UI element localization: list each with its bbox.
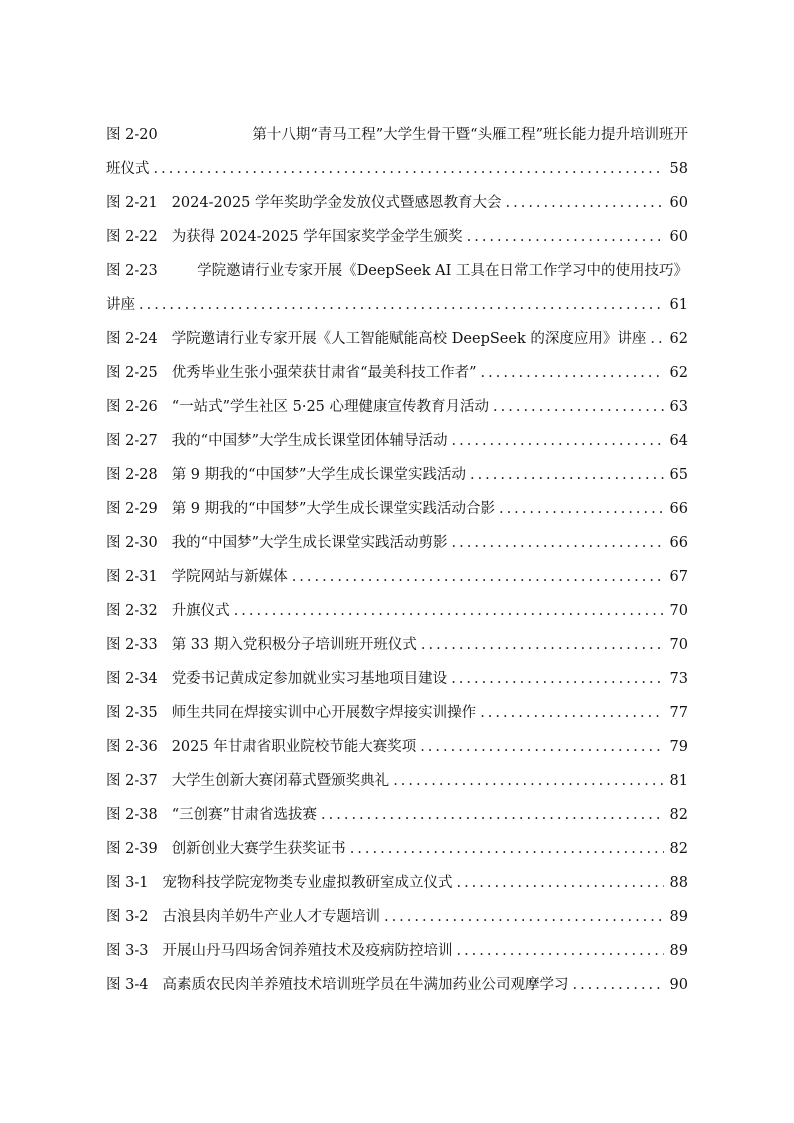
toc-entry-line: [106, 764, 688, 798]
toc-entry[interactable]: [106, 764, 688, 798]
toc-entry-line: [106, 798, 688, 832]
toc-entry-line: [106, 220, 688, 254]
page-number: 88: [669, 875, 688, 891]
toc-entry-line: [106, 594, 688, 628]
figure-label: 图 2-32: [106, 603, 158, 619]
dot-leader: [650, 322, 664, 356]
page-number: 70: [669, 603, 688, 619]
page-number: 82: [669, 807, 688, 823]
dot-leader: [481, 356, 664, 390]
figure-label: 图 2-29: [106, 501, 158, 517]
figure-title: 大学生创新大赛闭幕式暨颁奖典礼: [171, 773, 390, 789]
toc-entry[interactable]: [106, 390, 688, 424]
page-number: 89: [669, 943, 688, 959]
figure-label: 图 2-21: [106, 195, 158, 211]
page-number: 67: [669, 569, 688, 585]
dot-leader: [480, 696, 664, 730]
toc-entry-line: [106, 832, 688, 866]
toc-entry-line: [106, 730, 688, 764]
dot-leader: [139, 288, 664, 322]
toc-entry-line: [106, 662, 688, 696]
toc-entry[interactable]: [106, 322, 688, 356]
dot-leader: [452, 424, 664, 458]
dot-leader: [451, 662, 664, 696]
figure-title: 第 9 期我的“中国梦”大学生成长课堂实践活动合影: [171, 501, 495, 517]
figure-title: 为获得 2024-2025 学年国家奖学金学生颁奖: [171, 229, 463, 245]
page-number: 62: [669, 331, 688, 347]
page-number: 73: [669, 671, 688, 687]
toc-entry[interactable]: [106, 186, 688, 220]
toc-entry[interactable]: [106, 220, 688, 254]
dot-leader: [452, 526, 664, 560]
toc-entry[interactable]: [106, 628, 688, 662]
figure-title: 党委书记黄成定参加就业实习基地项目建设: [171, 671, 448, 687]
figure-title: 2024-2025 学年奖助学金发放仪式暨感恩教育大会: [171, 195, 502, 211]
page-number: 82: [669, 841, 688, 857]
dot-leader: [321, 798, 664, 832]
toc-entry-line: [106, 390, 688, 424]
dot-leader: [420, 730, 664, 764]
figure-label: 图 2-35: [106, 705, 158, 721]
toc-entry[interactable]: [106, 730, 688, 764]
figure-label: 图 2-38: [106, 807, 158, 823]
page-number: 60: [669, 229, 688, 245]
figure-title: 学院邀请行业专家开展《人工智能赋能高校 DeepSeek 的深度应用》讲座: [171, 331, 647, 347]
figure-title: 古浪县肉羊奶牛产业人才专题培训: [162, 909, 380, 925]
figure-label: 图 3-1: [106, 875, 149, 891]
figure-title: “一站式”学生社区 5·25 心理健康宣传教育月活动: [171, 399, 490, 415]
figure-label: 图 2-28: [106, 467, 158, 483]
toc-entry-line: [106, 186, 688, 220]
figure-label: 图 2-30: [106, 535, 158, 551]
toc-entry[interactable]: [106, 492, 688, 526]
toc-entry-line: [106, 968, 688, 1002]
page-number: 77: [669, 705, 688, 721]
page-number: 60: [669, 195, 688, 211]
figure-label: 图 2-39: [106, 841, 158, 857]
dot-leader: [456, 866, 664, 900]
page-number: 66: [669, 501, 688, 517]
figure-label: 图 2-25: [106, 365, 158, 381]
page-number: 64: [669, 433, 688, 449]
figure-title: 开展山丹马四场舍饲养殖技术及疫病防控培训: [162, 943, 453, 959]
figure-label: 图 2-22: [106, 229, 158, 245]
page-number: 81: [669, 773, 688, 789]
dot-leader: [493, 390, 664, 424]
toc-entry-line: [106, 322, 688, 356]
page-number: 61: [669, 297, 688, 313]
page-number: 90: [669, 977, 688, 993]
figure-label: 图 2-24: [106, 331, 158, 347]
page-number: 89: [669, 909, 688, 925]
figure-title: 第 33 期入党积极分子培训班开班仪式: [171, 637, 417, 653]
toc-entry-line: [106, 254, 688, 288]
figure-title-continued: 讲座: [106, 297, 135, 313]
page-number: 58: [669, 161, 688, 177]
toc-entry[interactable]: [106, 118, 688, 186]
toc-entry[interactable]: [106, 526, 688, 560]
figure-label: 图 3-4: [106, 977, 149, 993]
toc-entry-line: [106, 288, 688, 322]
dot-leader: [350, 832, 664, 866]
figure-title: 第 9 期我的“中国梦”大学生成长课堂实践活动: [171, 467, 466, 483]
dot-leader: [393, 764, 664, 798]
toc-entry-line: [106, 866, 688, 900]
page-number: 70: [669, 637, 688, 653]
dot-leader: [467, 220, 664, 254]
figure-label: 图 3-2: [106, 909, 149, 925]
dot-leader: [384, 900, 664, 934]
toc-entry[interactable]: [106, 934, 688, 968]
figure-title: 学院网站与新媒体: [171, 569, 288, 585]
dot-leader: [421, 628, 664, 662]
toc-entry-line: [106, 424, 688, 458]
dot-leader: [470, 458, 664, 492]
toc-entry[interactable]: [106, 900, 688, 934]
page-number: 79: [669, 739, 688, 755]
toc-entry-line: [106, 152, 688, 186]
dot-leader: [456, 934, 664, 968]
dot-leader: [506, 186, 665, 220]
toc-entry-line: [106, 628, 688, 662]
toc-entry[interactable]: [106, 424, 688, 458]
toc-entry[interactable]: [106, 866, 688, 900]
toc-entry[interactable]: [106, 560, 688, 594]
figure-title: 我的“中国梦”大学生成长课堂团体辅导活动: [171, 433, 448, 449]
toc-entry-line: [106, 492, 688, 526]
figure-label: 图 3-3: [106, 943, 149, 959]
figure-title: 创新创业大赛学生获奖证书: [171, 841, 346, 857]
toc-entry-line: [106, 696, 688, 730]
figure-title-continued: 班仪式: [106, 161, 150, 177]
page-number: 62: [669, 365, 688, 381]
figure-label: 图 2-37: [106, 773, 158, 789]
figure-title: 学院邀请行业专家开展《DeepSeek AI 工具在日常工作学习中的使用技巧》: [197, 263, 688, 279]
dot-leader: [154, 152, 665, 186]
toc-entry-line: [106, 934, 688, 968]
figure-title: 优秀毕业生张小强荣获甘肃省“最美科技工作者”: [171, 365, 477, 381]
toc-entry-line: [106, 560, 688, 594]
toc-entry-line: [106, 526, 688, 560]
figure-label: 图 2-26: [106, 399, 158, 415]
toc-entry[interactable]: [106, 798, 688, 832]
figure-list: [106, 118, 688, 1002]
toc-entry[interactable]: [106, 968, 688, 1002]
page-number: 63: [669, 399, 688, 415]
figure-title: 第十八期“青马工程”大学生骨干暨“头雁工程”班长能力提升培训班开: [252, 127, 688, 143]
page-number: 66: [669, 535, 688, 551]
toc-entry[interactable]: [106, 594, 688, 628]
figure-label: 图 2-27: [106, 433, 158, 449]
dot-leader: [234, 594, 664, 628]
figure-title: 我的“中国梦”大学生成长课堂实践活动剪影: [171, 535, 448, 551]
toc-entry[interactable]: [106, 458, 688, 492]
figure-label: 图 2-36: [106, 739, 158, 755]
figure-title: 升旗仪式: [171, 603, 230, 619]
figure-title: 高素质农民肉羊养殖技术培训班学员在牛满加药业公司观摩学习: [162, 977, 569, 993]
toc-entry[interactable]: [106, 832, 688, 866]
toc-entry-line: [106, 118, 688, 152]
figure-title: 师生共同在焊接实训中心开展数字焊接实训操作: [171, 705, 477, 721]
toc-entry[interactable]: [106, 254, 688, 322]
figure-label: 图 2-33: [106, 637, 158, 653]
page-number: 65: [669, 467, 688, 483]
figure-title: 宠物科技学院宠物类专业虚拟教研室成立仪式: [162, 875, 453, 891]
dot-leader: [572, 968, 664, 1002]
figure-title: 2025 年甘肃省职业院校节能大赛奖项: [171, 739, 417, 755]
toc-entry[interactable]: [106, 356, 688, 390]
figure-label: 图 2-31: [106, 569, 158, 585]
figure-label: 图 2-34: [106, 671, 158, 687]
figure-label: 图 2-20: [106, 127, 158, 143]
figure-title: “三创赛”甘肃省选拔赛: [171, 807, 318, 823]
figure-label: 图 2-23: [106, 263, 158, 279]
toc-entry[interactable]: [106, 662, 688, 696]
toc-entry-line: [106, 458, 688, 492]
toc-entry[interactable]: [106, 696, 688, 730]
toc-entry-line: [106, 900, 688, 934]
dot-leader: [499, 492, 664, 526]
toc-entry-line: [106, 356, 688, 390]
dot-leader: [292, 560, 664, 594]
